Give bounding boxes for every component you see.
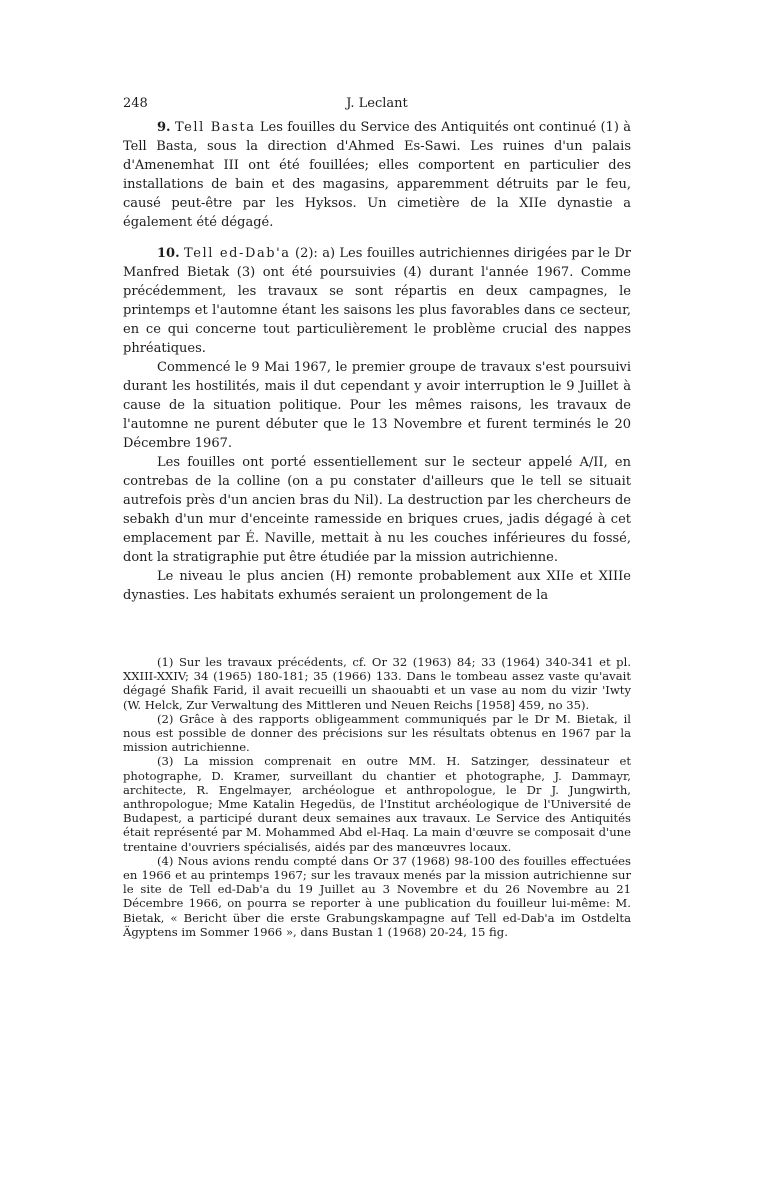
footnote-2: (2) Grâce à des rapports obligeamment communiqués par le Dr M. Bietak, il nous est possible de donner des précisions sur les résultats obtenus en 1967 par la mission autrichienne. <box>123 711 631 755</box>
footnote-1: (1) Sur les travaux précédents, cf. Or 32 (1963) 84; 33 (1964) 340-341 et pl. XXIII-XXIV; 34 (1965) 180-181; 35 (1966) 133. Dans le tombeau assez vaste qu'avait dégagé Shafik Farid, il avait recueilli un shaouabti et un vase au nom du vizir 'Iwty (W. Helck, Zur Verwaltung des Mittleren und Neuen Reichs [1958] 459, no 35). <box>123 655 631 712</box>
footnotes <box>123 655 631 939</box>
running-head: J. Leclant <box>346 96 408 111</box>
footnote-3: (3) La mission comprenait en outre MM. H. Satzinger, dessinateur et photographe, D. Kramer, surveillant du chantier et photographe, J. Dammayr, architecte, R. Engelmayer, archéologue et anthropologue, le Dr J. Jungwirth, anthropologue; Mme Katalin Hegedüs, de l'Institut archéologique de l'Université de Budapest, a participé durant deux semaines aux travaux. Le Service des Antiquités était représenté par M. Mohammed Abd el-Haq. La main d'œuvre se composait d'une trentaine d'ouvriers spécialisés, aidés par des manœuvres locaux. <box>123 754 631 854</box>
page-header <box>123 96 631 118</box>
section-title: Tell ed-Dab'a <box>184 246 291 261</box>
paragraph-text: (2): a) Les fouilles autrichiennes dirigées par le Dr Manfred Bietak (3) ont été poursuivies (4) durant l'année 1967. Comme précédemment, les travaux se sont répartis en deux campagnes, le printemps et l'automne étant les saisons les plus favorables dans ce secteur, en ce qui concerne tout particulièrement le problème crucial des nappes phréatiques. <box>123 246 631 356</box>
section-tell-basta <box>123 118 631 232</box>
section-number: 9. <box>157 120 171 135</box>
page-body <box>123 96 631 605</box>
page-number: 248 <box>123 96 148 111</box>
section-number: 10. <box>157 246 180 261</box>
section-text: Les fouilles du Service des Antiquités ont continué (1) à Tell Basta, sous la direction d'Ahmed Es-Sawi. Les ruines d'un palais d'Amenemhat III ont été fouillées; elles comportent en particulier des installations de bain et des magasins, apparemment détruits par le feu, causé peut-être par les Hyksos. Un cimetière de la XIIe dynastie a également été dégagé. <box>123 120 631 230</box>
section-title: Tell Basta <box>174 120 256 135</box>
section-tell-ed-daba-p2: Commencé le 9 Mai 1967, le premier groupe de travaux s'est poursuivi durant les hostilités, mais il dut cependant y avoir interruption le 9 Juillet à cause de la situation politique. Pour les mêmes raisons, les travaux de l'automne ne purent débuter que le 13 Novembre et furent terminés le 20 Décembre 1967. <box>123 360 631 451</box>
section-tell-ed-daba-p3: Les fouilles ont porté essentiellement sur le secteur appelé A/II, en contrebas de la colline (on a pu constater d'ailleurs que le tell se situait autrefois près d'un ancien bras du Nil). La destruction par les chercheurs de sebakh d'un mur d'enceinte ramesside en briques crues, jadis dégagé à cet emplacement par É. Naville, mettait à nu les couches inférieures du fossé, dont la stratigraphie put être étudiée par la mission autrichienne. <box>123 455 631 565</box>
section-tell-ed-daba-p4: Le niveau le plus ancien (H) remonte probablement aux XIIe et XIIIe dynasties. Les habitats exhumés seraient un prolongement de la <box>123 569 631 603</box>
section-tell-ed-daba-p1 <box>123 244 631 358</box>
footnote-4: (4) Nous avions rendu compté dans Or 37 (1968) 98-100 des fouilles effectuées en 1966 et au printemps 1967; sur les travaux menés par la mission autrichienne sur le site de Tell ed-Dab'a du 19 Juillet au 3 Novembre et du 26 Novembre au 21 Décembre 1966, on pourra se reporter à une publication du fouilleur lui-même: M. Bietak, « Bericht über die erste Grabungskampagne auf Tell ed-Dab'a im Ostdelta Ägyptens im Sommer 1966 », dans Bustan 1 (1968) 20-24, 15 fig. <box>123 853 631 939</box>
